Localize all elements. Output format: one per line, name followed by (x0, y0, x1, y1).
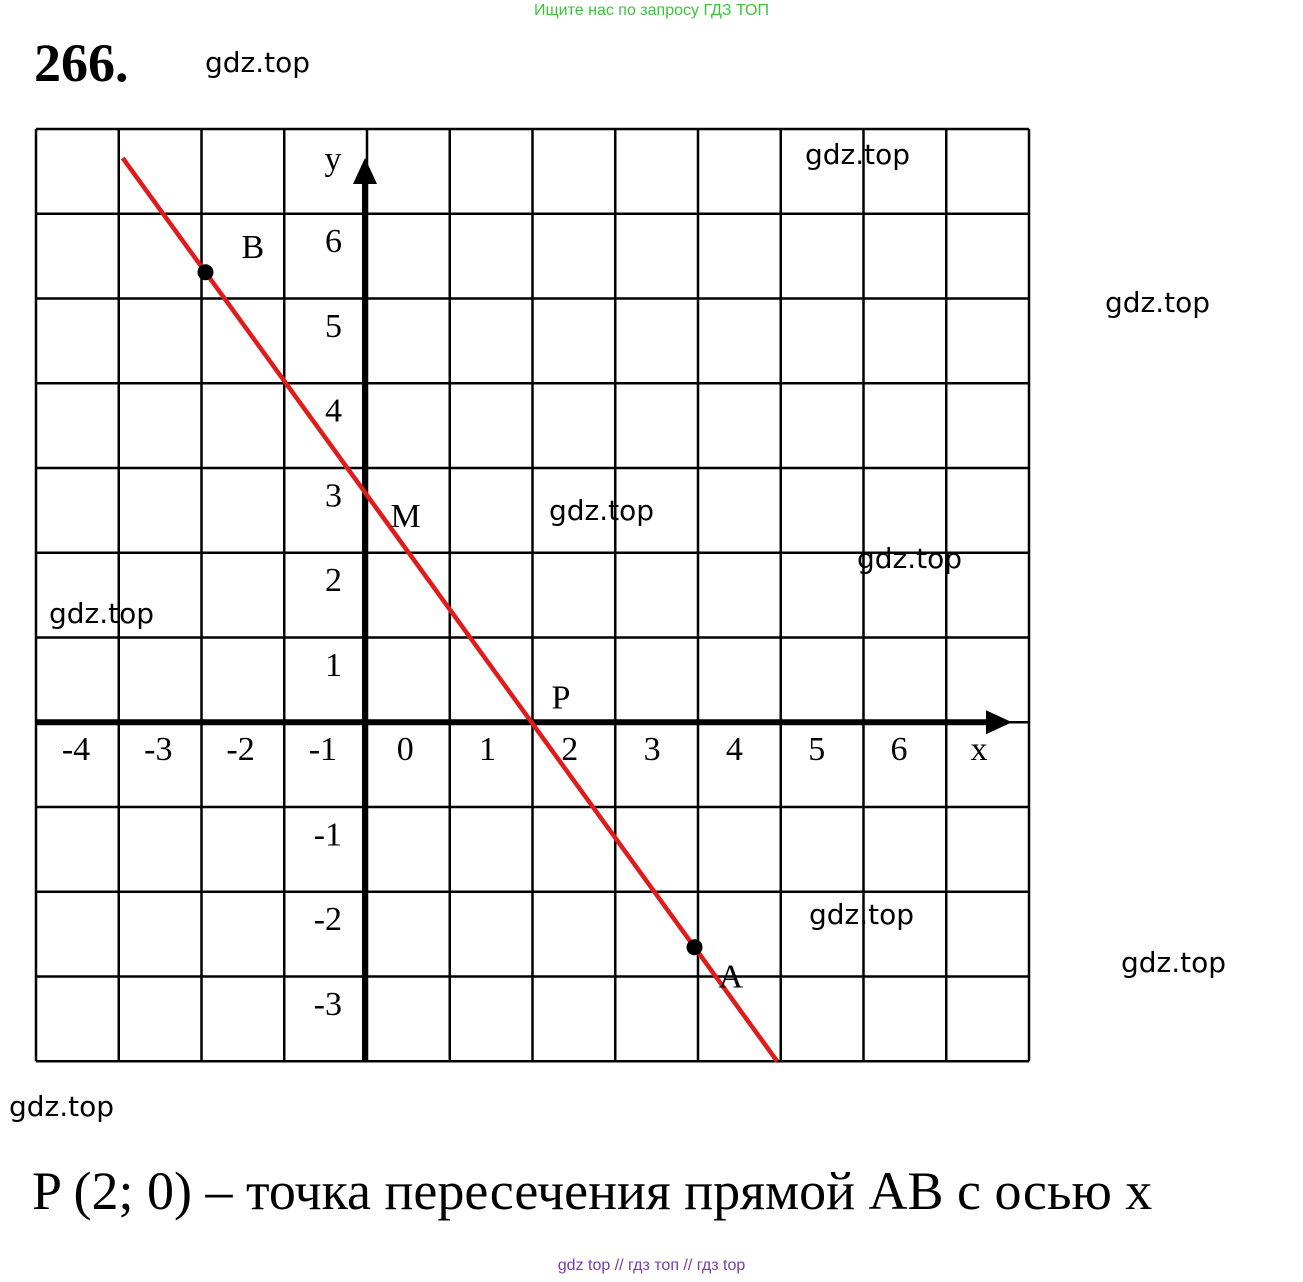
y-tick-label: 5 (325, 307, 342, 345)
answer-text: P (2; 0) – точка пересечения прямой AB с осью x (32, 1161, 1153, 1221)
point-label-b: B (241, 229, 265, 267)
y-axis-arrow (353, 158, 377, 184)
points (197, 229, 743, 995)
x-axis-label: x (970, 731, 988, 768)
x-tick-label: -2 (226, 731, 255, 768)
watermark: gdz.top (809, 898, 915, 931)
x-axis-arrow (986, 710, 1012, 734)
x-tick-label: -1 (308, 731, 338, 768)
x-tick-label: 6 (890, 731, 908, 768)
x-tick-label: 1 (479, 731, 496, 768)
y-tick-label: 3 (325, 477, 342, 515)
watermark: gdz.top (9, 1090, 115, 1123)
watermark: gdz.top (49, 597, 155, 630)
y-axis-label: y (324, 141, 342, 178)
x-tick-label: 0 (396, 731, 414, 768)
x-tick-label: 3 (643, 731, 661, 768)
x-tick-label: -4 (61, 731, 91, 768)
watermark: gdz.top (1105, 286, 1211, 319)
point-label-a: A (718, 958, 744, 996)
watermark: gdz.top (205, 46, 311, 79)
problem-number: 266. (34, 33, 129, 93)
x-tick-label: 5 (808, 731, 826, 768)
point-b (197, 264, 213, 280)
y-tick-label: -3 (313, 985, 342, 1023)
y-tick-label: 6 (325, 223, 342, 261)
watermark: gdz.top (805, 138, 911, 171)
y-tick-label: -1 (313, 816, 342, 854)
y-tick-label: 4 (325, 392, 342, 430)
x-tick-label: -3 (144, 731, 173, 768)
watermark: gdz.top (549, 494, 655, 527)
search-banner[interactable]: Ищите нас по запросу ГДЗ ТОП (534, 2, 769, 19)
x-tick-label: 4 (725, 731, 743, 768)
point-label-m: M (390, 498, 421, 536)
y-tick-label: 1 (325, 646, 342, 684)
point-a (687, 939, 703, 955)
y-tick-label: 2 (325, 562, 342, 600)
y-tick-label: -2 (313, 901, 342, 939)
x-tick-label: 2 (561, 731, 579, 768)
watermark: gdz.top (1121, 946, 1227, 979)
watermark: gdz.top (857, 542, 963, 575)
point-label-p: P (551, 679, 571, 717)
footer-links[interactable]: gdz top // гдз топ // гдз top (557, 1257, 746, 1274)
